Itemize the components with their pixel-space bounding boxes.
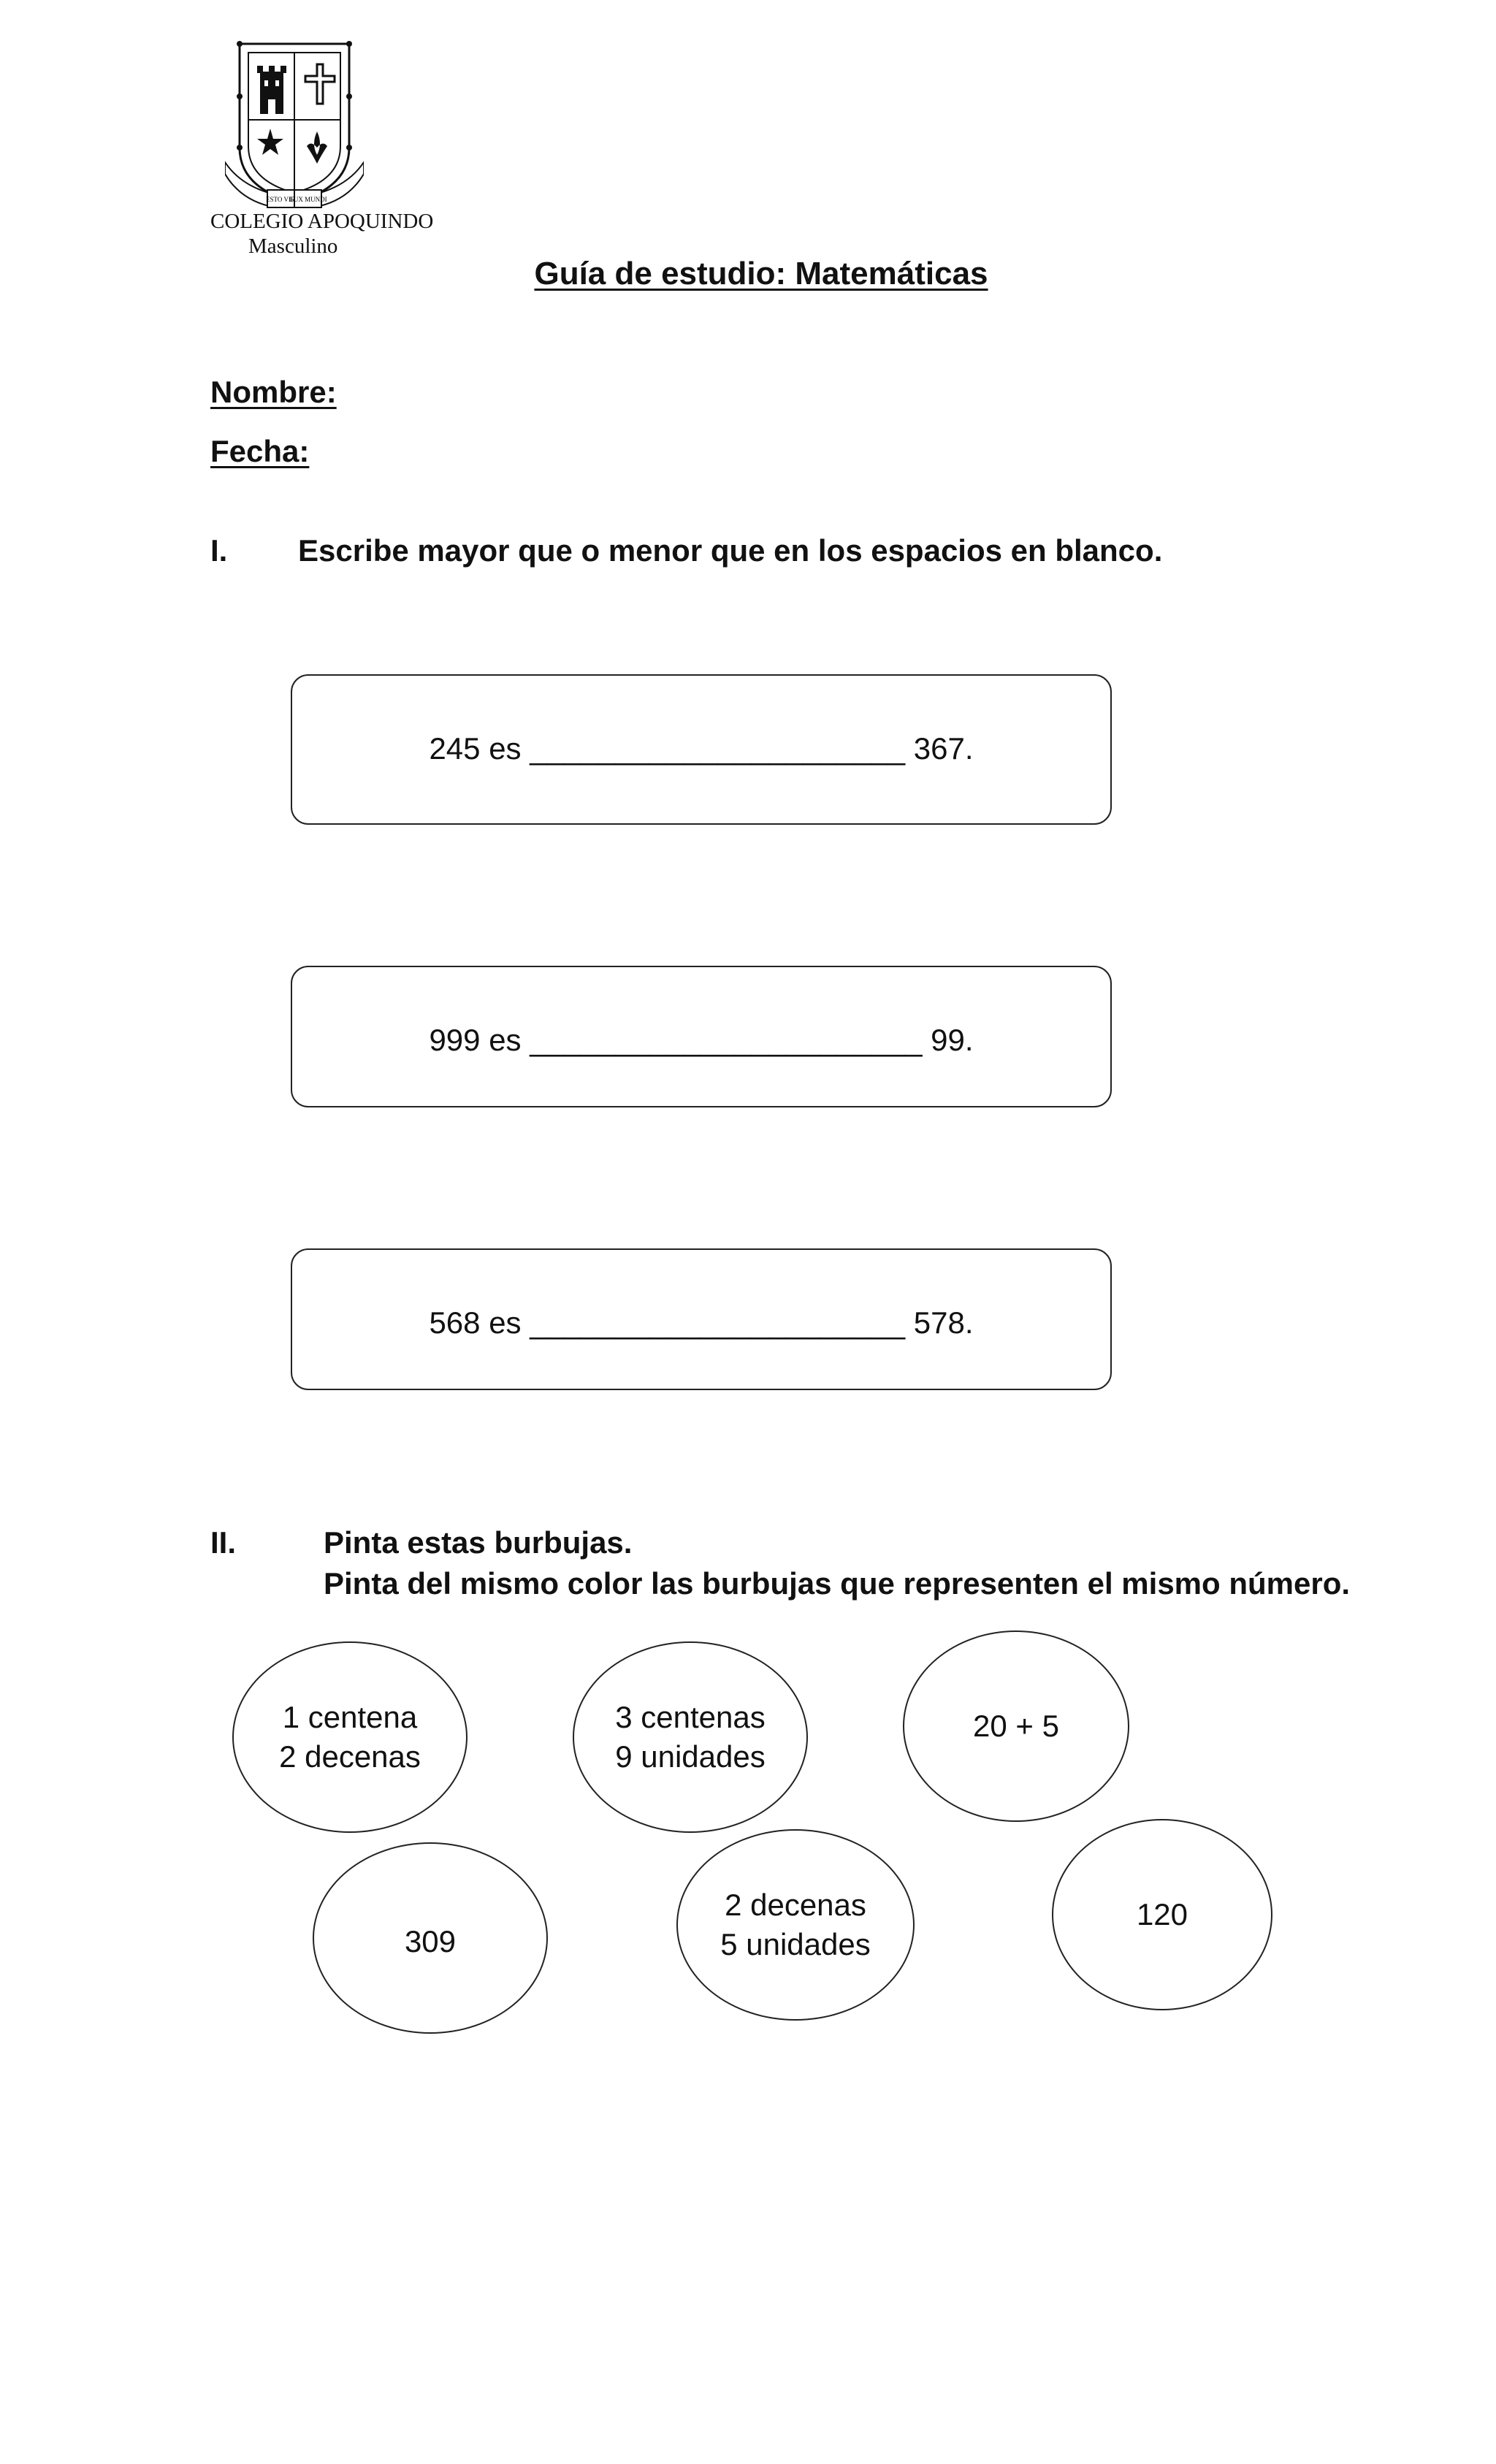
crest-motto-left: ESTO VIR <box>266 196 295 203</box>
comparison-1-blank[interactable]: ______________________ <box>530 731 906 766</box>
bubble-5-line2: 5 unidades <box>720 1927 871 1961</box>
page-title <box>0 256 1496 292</box>
bubble-2[interactable] <box>573 1641 808 1833</box>
comparison-2-blank[interactable]: _______________________ <box>530 1023 923 1057</box>
comparison-3 <box>292 1305 1110 1340</box>
bubble-4[interactable] <box>313 1842 548 2034</box>
comparison-1 <box>292 731 1110 766</box>
bubble-3-line1: 20 + 5 <box>973 1709 1059 1743</box>
bubble-6[interactable] <box>1052 1819 1272 2010</box>
page-title-text: Guía de estudio: Matemáticas <box>534 256 988 291</box>
crest-motto-right: LUX MUNDI <box>289 196 327 203</box>
section-2-instruction-2: Pinta del mismo color las burbujas que representen el mismo número. <box>324 1566 1351 1601</box>
bubble-4-line1: 309 <box>404 1924 457 1958</box>
comparison-1-right: 367. <box>913 731 974 766</box>
school-crest-logo <box>225 38 364 213</box>
school-subtitle: Masculino <box>248 234 338 258</box>
school-name: COLEGIO APOQUINDO <box>210 210 434 233</box>
section-2-number: II. <box>210 1525 237 1560</box>
section-2-instruction-1: Pinta estas burbujas. <box>324 1525 633 1560</box>
section-1-number: I. <box>210 533 228 568</box>
comparison-box-1 <box>291 674 1112 825</box>
bubble-5[interactable] <box>676 1829 915 2021</box>
comparison-box-2 <box>291 966 1112 1107</box>
bubble-5-line1: 2 decenas <box>725 1888 866 1922</box>
bubble-1-line2: 2 decenas <box>279 1739 421 1774</box>
bubble-2-line1: 3 centenas <box>615 1700 766 1734</box>
comparison-3-right: 578. <box>913 1305 974 1340</box>
bubble-2-line2: 9 unidades <box>615 1739 766 1774</box>
school-name-block <box>210 209 433 259</box>
comparison-2-left: 999 es <box>429 1023 522 1057</box>
section-1-instruction: Escribe mayor que o menor que en los espacios en blanco. <box>298 533 1163 568</box>
comparison-1-left: 245 es <box>429 731 522 766</box>
comparison-3-blank[interactable]: ______________________ <box>530 1305 906 1340</box>
comparison-box-3 <box>291 1248 1112 1390</box>
bubble-1[interactable] <box>232 1641 468 1833</box>
comparison-2 <box>292 1023 1110 1058</box>
comparison-2-right: 99. <box>931 1023 974 1057</box>
bubble-6-line1: 120 <box>1136 1897 1188 1931</box>
bubble-1-line1: 1 centena <box>282 1700 418 1734</box>
bubble-3[interactable] <box>903 1630 1129 1822</box>
name-label: Nombre: <box>210 375 337 409</box>
date-label: Fecha: <box>210 434 310 468</box>
comparison-3-left: 568 es <box>429 1305 522 1340</box>
